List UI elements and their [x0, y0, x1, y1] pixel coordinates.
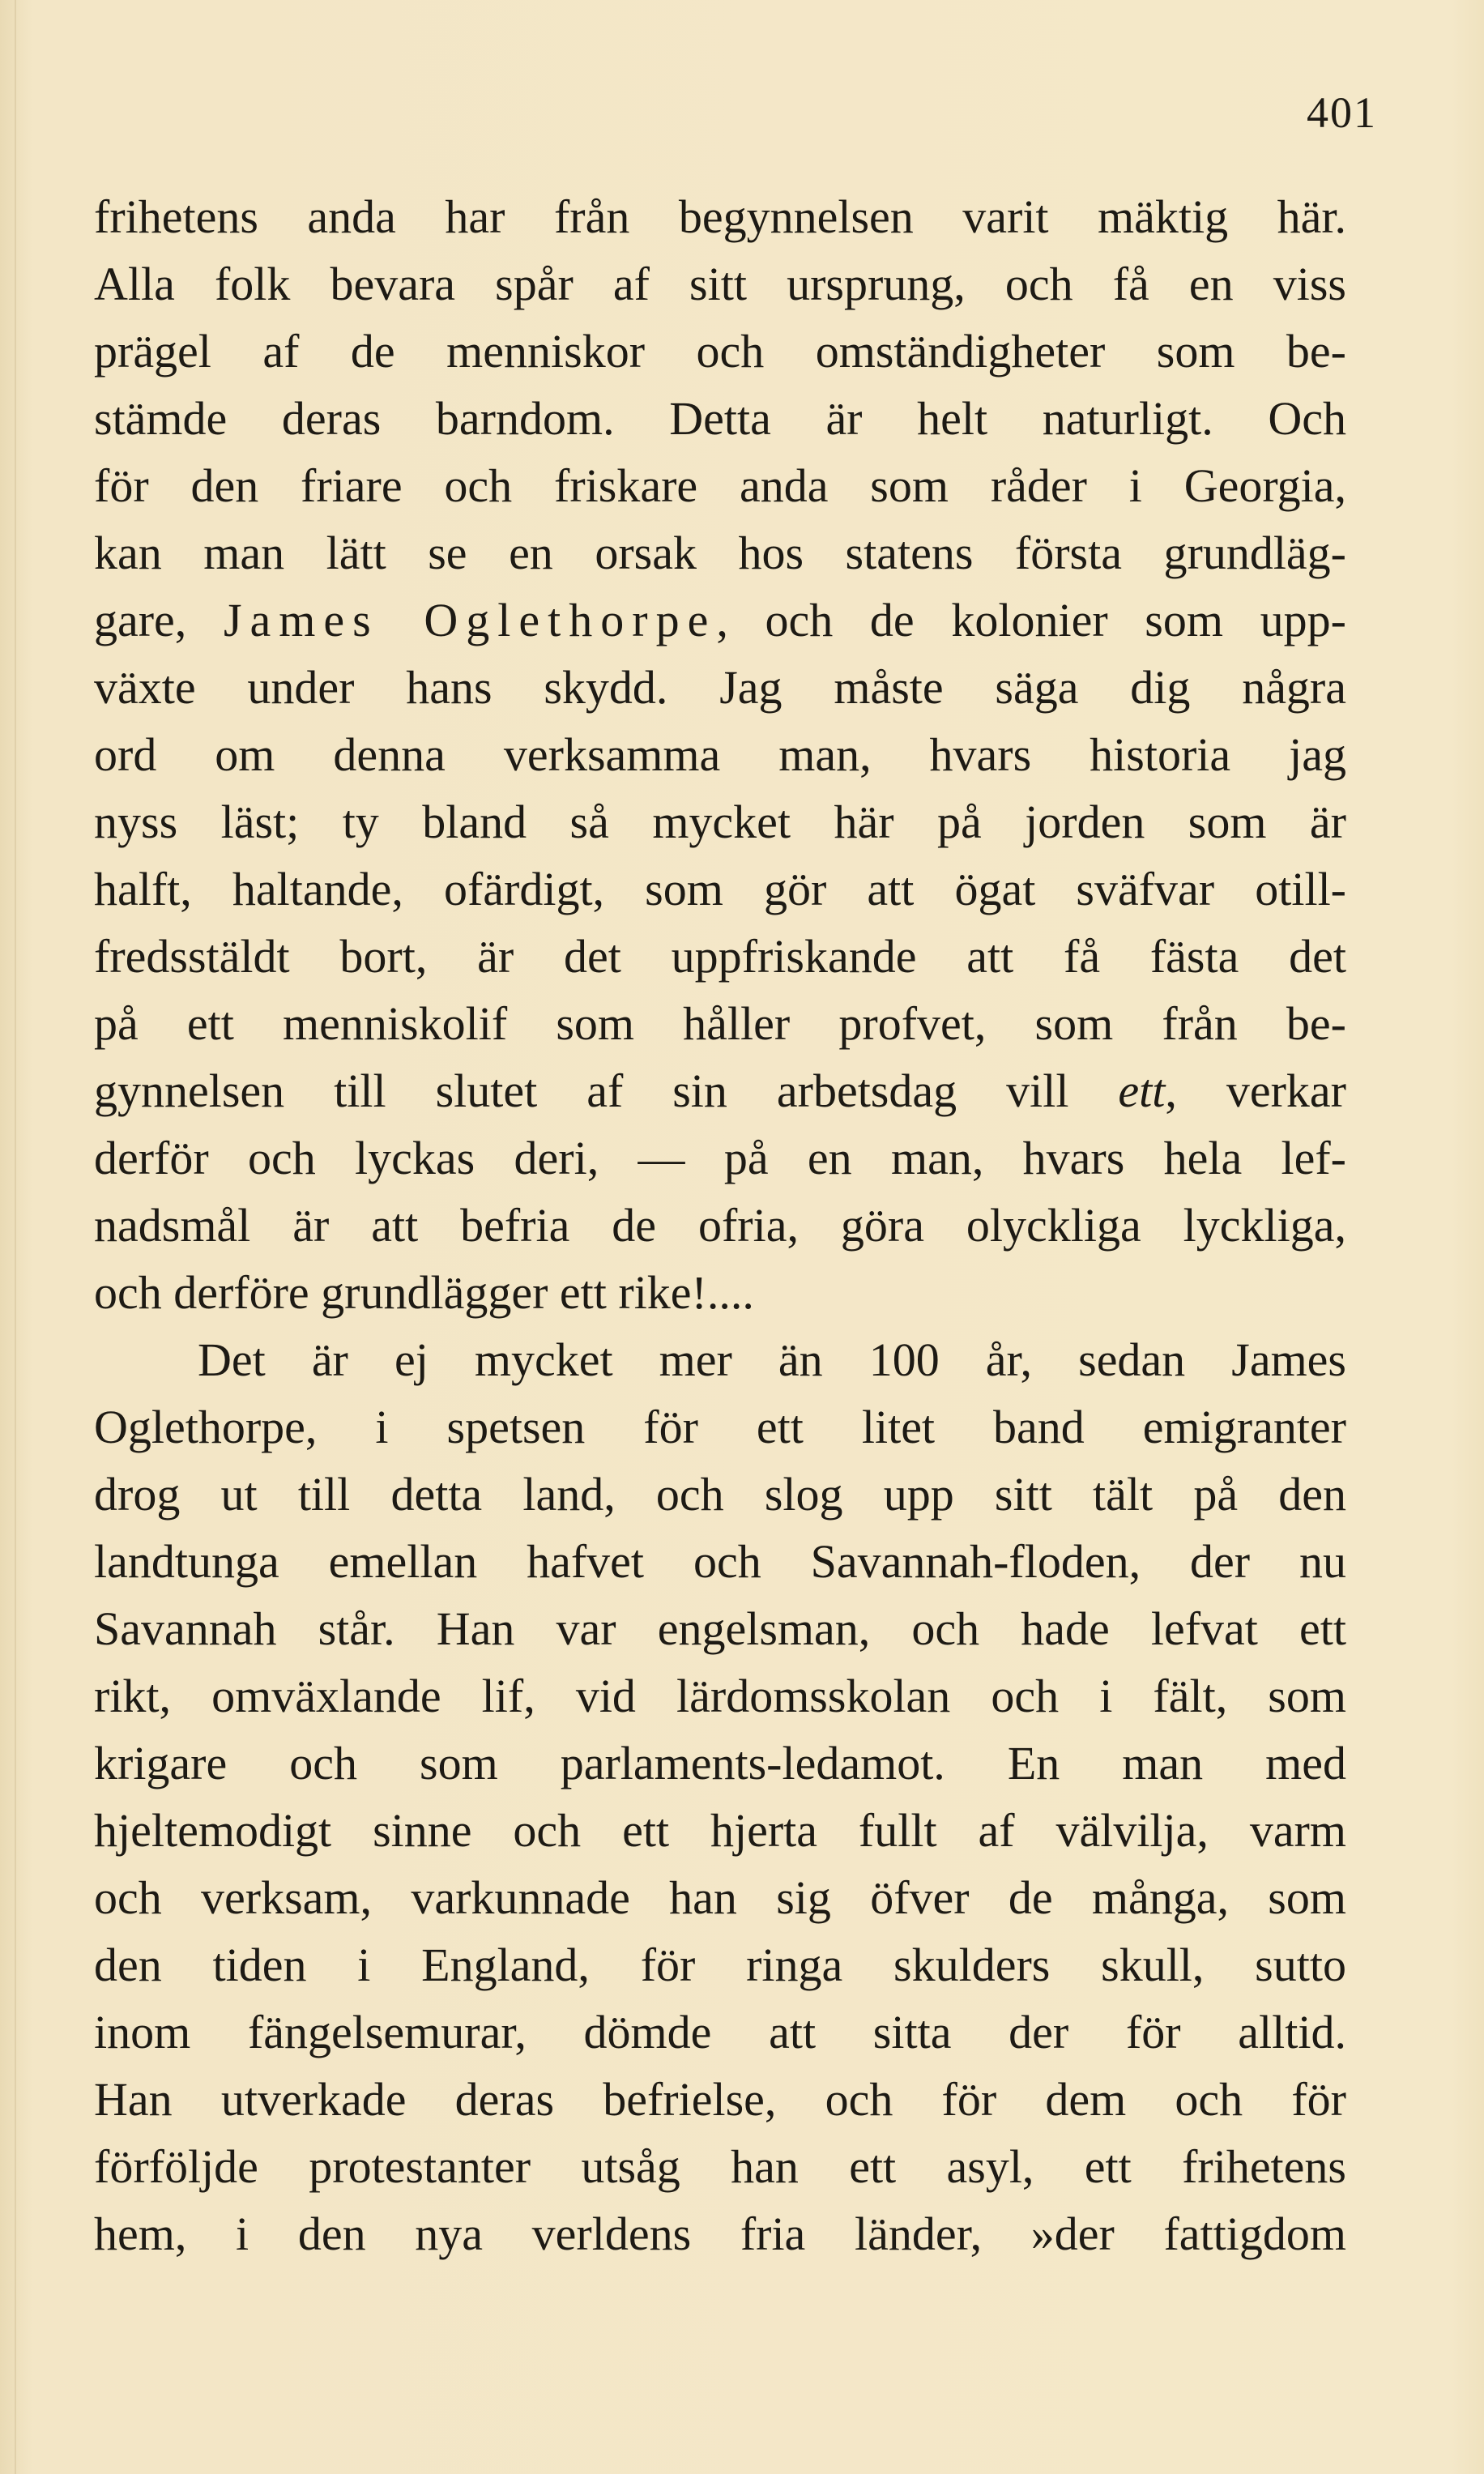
line-text: hjeltemodigt sinne och ett hjerta fullt af välvilja, varm	[94, 1804, 1346, 1857]
line-text: nadsmål är att befria de ofria, göra olyckliga lyckliga,	[94, 1199, 1346, 1252]
text-line-25	[94, 1797, 1346, 1864]
text-line-1	[94, 183, 1346, 250]
body-text	[94, 183, 1346, 2267]
emphasized-name: James Oglethorpe	[223, 594, 717, 646]
line-text: hem, i den nya verldens fria länder, »der fattigdom	[94, 2207, 1346, 2260]
line-text: växte under hans skydd. Jag måste säga dig några	[94, 661, 1346, 714]
text-line-5	[94, 452, 1346, 519]
line-text: och verksam, varkunnade han sig öfver de många, som	[94, 1871, 1346, 1924]
text-line-22	[94, 1595, 1346, 1662]
text-line-27	[94, 1931, 1346, 1998]
text-line-11	[94, 855, 1346, 923]
line-text: krigare och som parlaments-ledamot. En man med	[94, 1737, 1346, 1789]
line-text: stämde deras barndom. Detta är helt naturligt. Och	[94, 392, 1346, 445]
line-text: inom fängelsemurar, dömde att sitta der för alltid.	[94, 2006, 1346, 2058]
text-line-23	[94, 1662, 1346, 1730]
line-text: drog ut till detta land, och slog upp sitt tält på den	[94, 1468, 1346, 1521]
text-line-21	[94, 1528, 1346, 1595]
text-line-19	[94, 1393, 1346, 1461]
text-line-9	[94, 721, 1346, 788]
line-text: fredsstäldt bort, är det uppfriskande att få fästa det	[94, 930, 1346, 983]
line-text: förföljde protestanter utsåg han ett asyl, ett frihetens	[94, 2140, 1346, 2193]
text-line-18	[94, 1326, 1346, 1393]
text-line-17	[94, 1259, 1346, 1326]
line-text: Alla folk bevara spår af sitt ursprung, och få en viss	[94, 258, 1346, 310]
italic-emphasis: ett	[1118, 1064, 1166, 1117]
text-line-20	[94, 1461, 1346, 1528]
text-line-31	[94, 2200, 1346, 2267]
text-line-30	[94, 2133, 1346, 2200]
text-line-12	[94, 923, 1346, 990]
text-line-28	[94, 1998, 1346, 2066]
text-line-13	[94, 990, 1346, 1057]
text-line-29	[94, 2066, 1346, 2133]
line-text: Han utverkade deras befrielse, och för dem och för	[94, 2073, 1346, 2126]
text-line-15	[94, 1124, 1346, 1192]
line-text-after: , och de kolonier som upp-	[716, 594, 1346, 646]
line-text: och derföre grundlägger ett rike!....	[94, 1266, 754, 1319]
line-text: Oglethorpe, i spetsen för ett litet band emigranter	[94, 1401, 1346, 1453]
line-text: halft, haltande, ofärdigt, som gör att ögat sväfvar otill-	[94, 863, 1346, 915]
line-text: kan man lätt se en orsak hos statens första grundläg-	[94, 527, 1346, 579]
line-text: ord om denna verksamma man, hvars historia jag	[94, 728, 1346, 781]
line-text: Savannah står. Han var engelsman, och hade lefvat ett	[94, 1602, 1346, 1655]
text-line-10	[94, 788, 1346, 855]
text-line-26	[94, 1864, 1346, 1931]
line-text: rikt, omväxlande lif, vid lärdomsskolan och i fält, som	[94, 1670, 1346, 1722]
line-text: nyss läst; ty bland så mycket här på jorden som är	[94, 796, 1346, 848]
line-text: prägel af de menniskor och omständigheter som be-	[94, 325, 1346, 377]
text-line-4	[94, 385, 1346, 452]
line-text: Det är ej mycket mer än 100 år, sedan James	[198, 1333, 1346, 1386]
text-line-2	[94, 250, 1346, 318]
text-line-6	[94, 519, 1346, 587]
line-text-after: , verkar	[1165, 1064, 1346, 1117]
page-number: 401	[1307, 88, 1377, 137]
text-line-7	[94, 587, 1346, 654]
line-text-before: gynnelsen till slutet af sin arbetsdag vill	[94, 1064, 1119, 1117]
line-text: på ett menniskolif som håller profvet, som från be-	[94, 997, 1346, 1050]
line-text-before: gare,	[94, 594, 224, 646]
page-edge	[15, 0, 16, 2474]
text-line-14	[94, 1057, 1346, 1124]
line-text: den tiden i England, för ringa skulders skull, sutto	[94, 1939, 1346, 1991]
text-line-16	[94, 1192, 1346, 1259]
text-line-24	[94, 1730, 1346, 1797]
line-text: för den friare och friskare anda som råder i Georgia,	[94, 459, 1346, 512]
line-text: landtunga emellan hafvet och Savannah-floden, der nu	[94, 1535, 1346, 1588]
text-line-8	[94, 654, 1346, 721]
line-text: derför och lyckas deri, — på en man, hvars hela lef-	[94, 1132, 1346, 1184]
text-line-3	[94, 318, 1346, 385]
line-text: frihetens anda har från begynnelsen varit mäktig här.	[94, 190, 1346, 243]
